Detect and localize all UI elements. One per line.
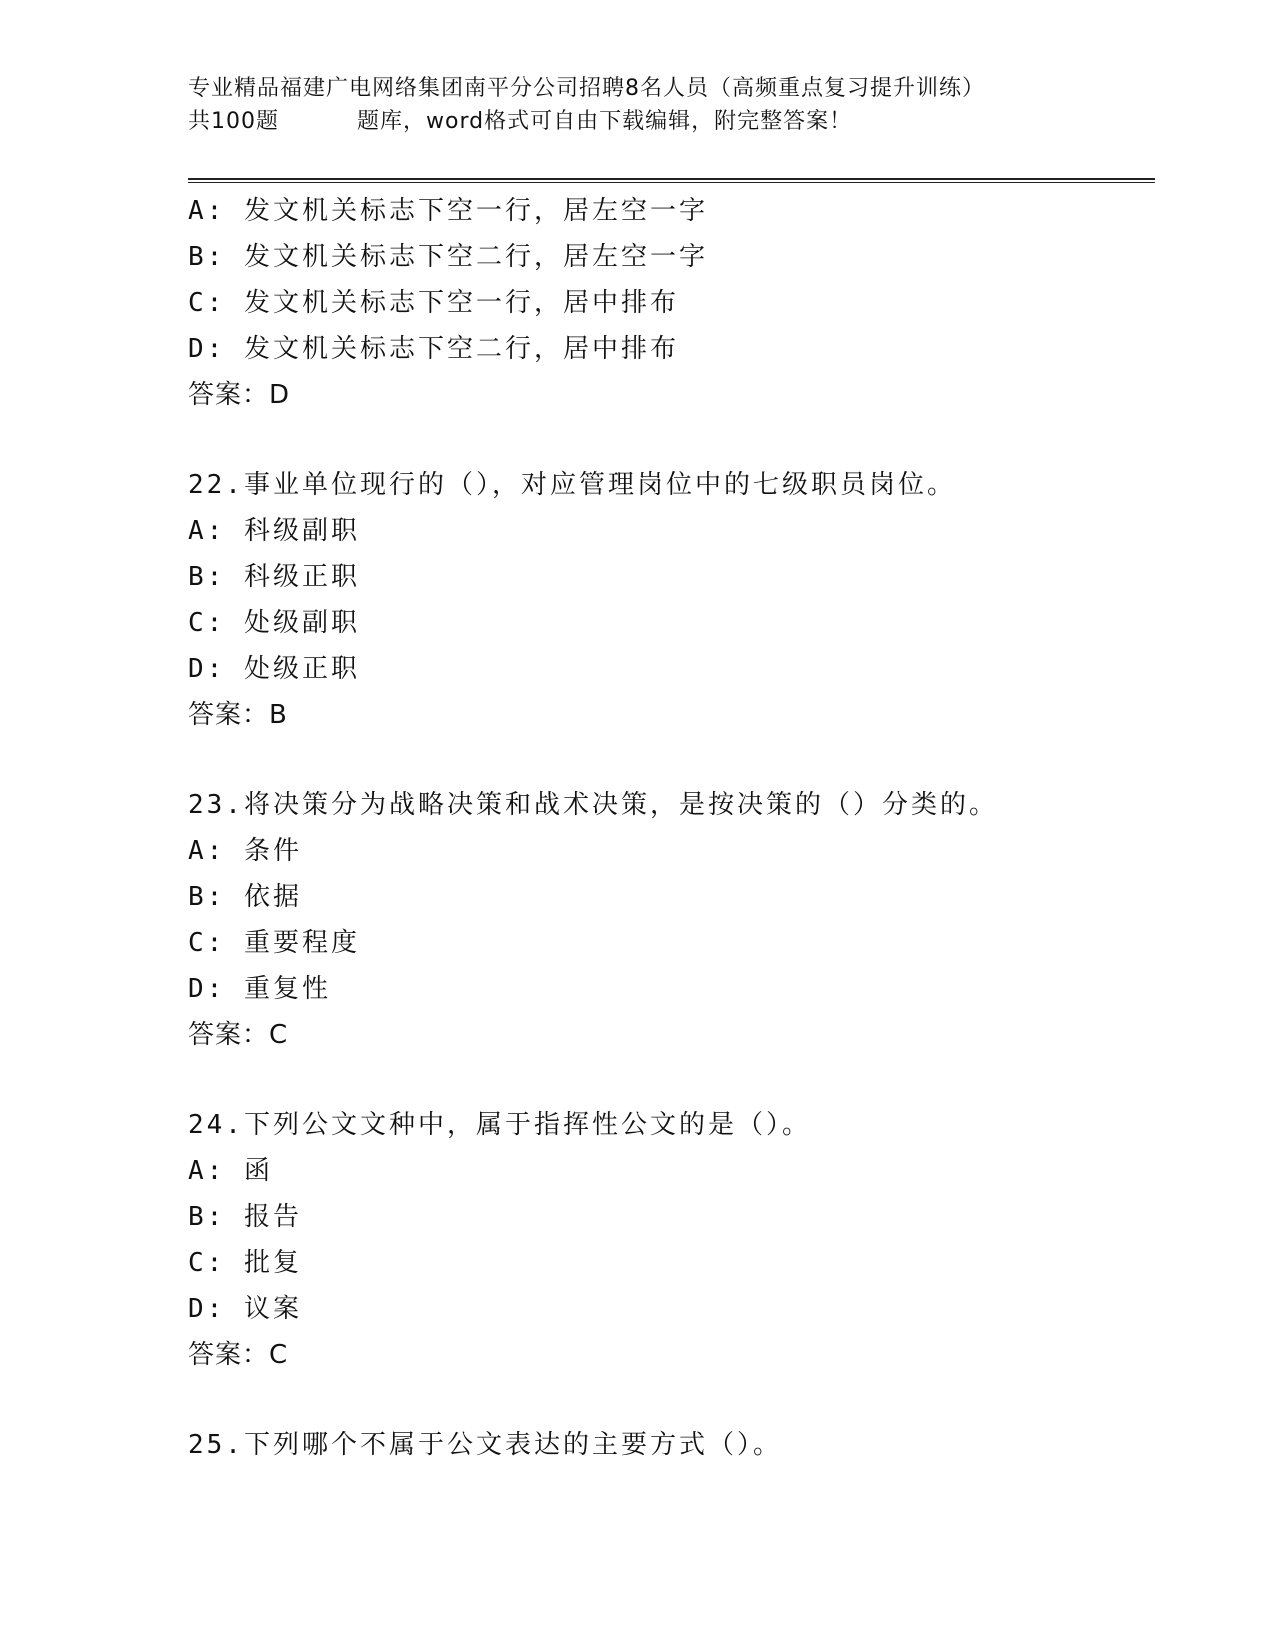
question-23-option-a: A: 条件 [188, 836, 302, 866]
question-24-option-d: D: 议案 [188, 1294, 302, 1324]
question-22-option-c: C: 处级副职 [188, 608, 360, 638]
question-21 [188, 188, 1148, 418]
question-24-option-c: C: 批复 [188, 1248, 302, 1278]
question-24-option-b: B: 报告 [188, 1202, 302, 1232]
question-23-answer: 答案：C [188, 1020, 289, 1050]
question-23-option-d: D: 重复性 [188, 974, 331, 1004]
question-22-answer: 答案：B [188, 700, 288, 730]
question-23 [188, 782, 1148, 1058]
question-23-stem: 23.将决策分为战略决策和战术决策，是按决策的（）分类的。 [188, 790, 998, 820]
header-description: 题库，word格式可自由下载编辑，附完整答案！ [357, 109, 853, 134]
question-23-option-b: B: 依据 [188, 882, 302, 912]
question-23-option-c: C: 重要程度 [188, 928, 360, 958]
question-21-option-b: B: 发文机关标志下空二行，居左空一字 [188, 242, 708, 272]
question-21-answer: 答案：D [188, 380, 291, 410]
header-title: 专业精品福建广电网络集团南平分公司招聘8名人员（高频重点复习提升训练） [188, 76, 985, 101]
question-21-option-a: A: 发文机关标志下空一行，居左空一字 [188, 196, 708, 226]
question-22-option-d: D: 处级正职 [188, 654, 360, 684]
question-21-option-c: C: 发文机关标志下空一行，居中排布 [188, 288, 679, 318]
question-25 [188, 1422, 1148, 1468]
question-list [188, 188, 1148, 1468]
question-22-option-b: B: 科级正职 [188, 562, 360, 592]
header-subtitle [188, 105, 1148, 138]
question-25-stem: 25.下列哪个不属于公文表达的主要方式（）。 [188, 1430, 782, 1460]
question-24-stem: 24.下列公文文种中，属于指挥性公文的是（）。 [188, 1110, 811, 1140]
question-24 [188, 1102, 1148, 1378]
question-24-option-a: A: 函 [188, 1156, 273, 1186]
question-22-option-a: A: 科级副职 [188, 516, 360, 546]
question-21-option-d: D: 发文机关标志下空二行，居中排布 [188, 334, 679, 364]
question-24-answer: 答案：C [188, 1340, 289, 1370]
document-header [188, 72, 1148, 138]
question-22-stem: 22.事业单位现行的（），对应管理岗位中的七级职员岗位。 [188, 470, 956, 500]
header-question-count: 共100题 [188, 109, 279, 134]
question-22 [188, 462, 1148, 738]
header-divider [188, 178, 1155, 183]
